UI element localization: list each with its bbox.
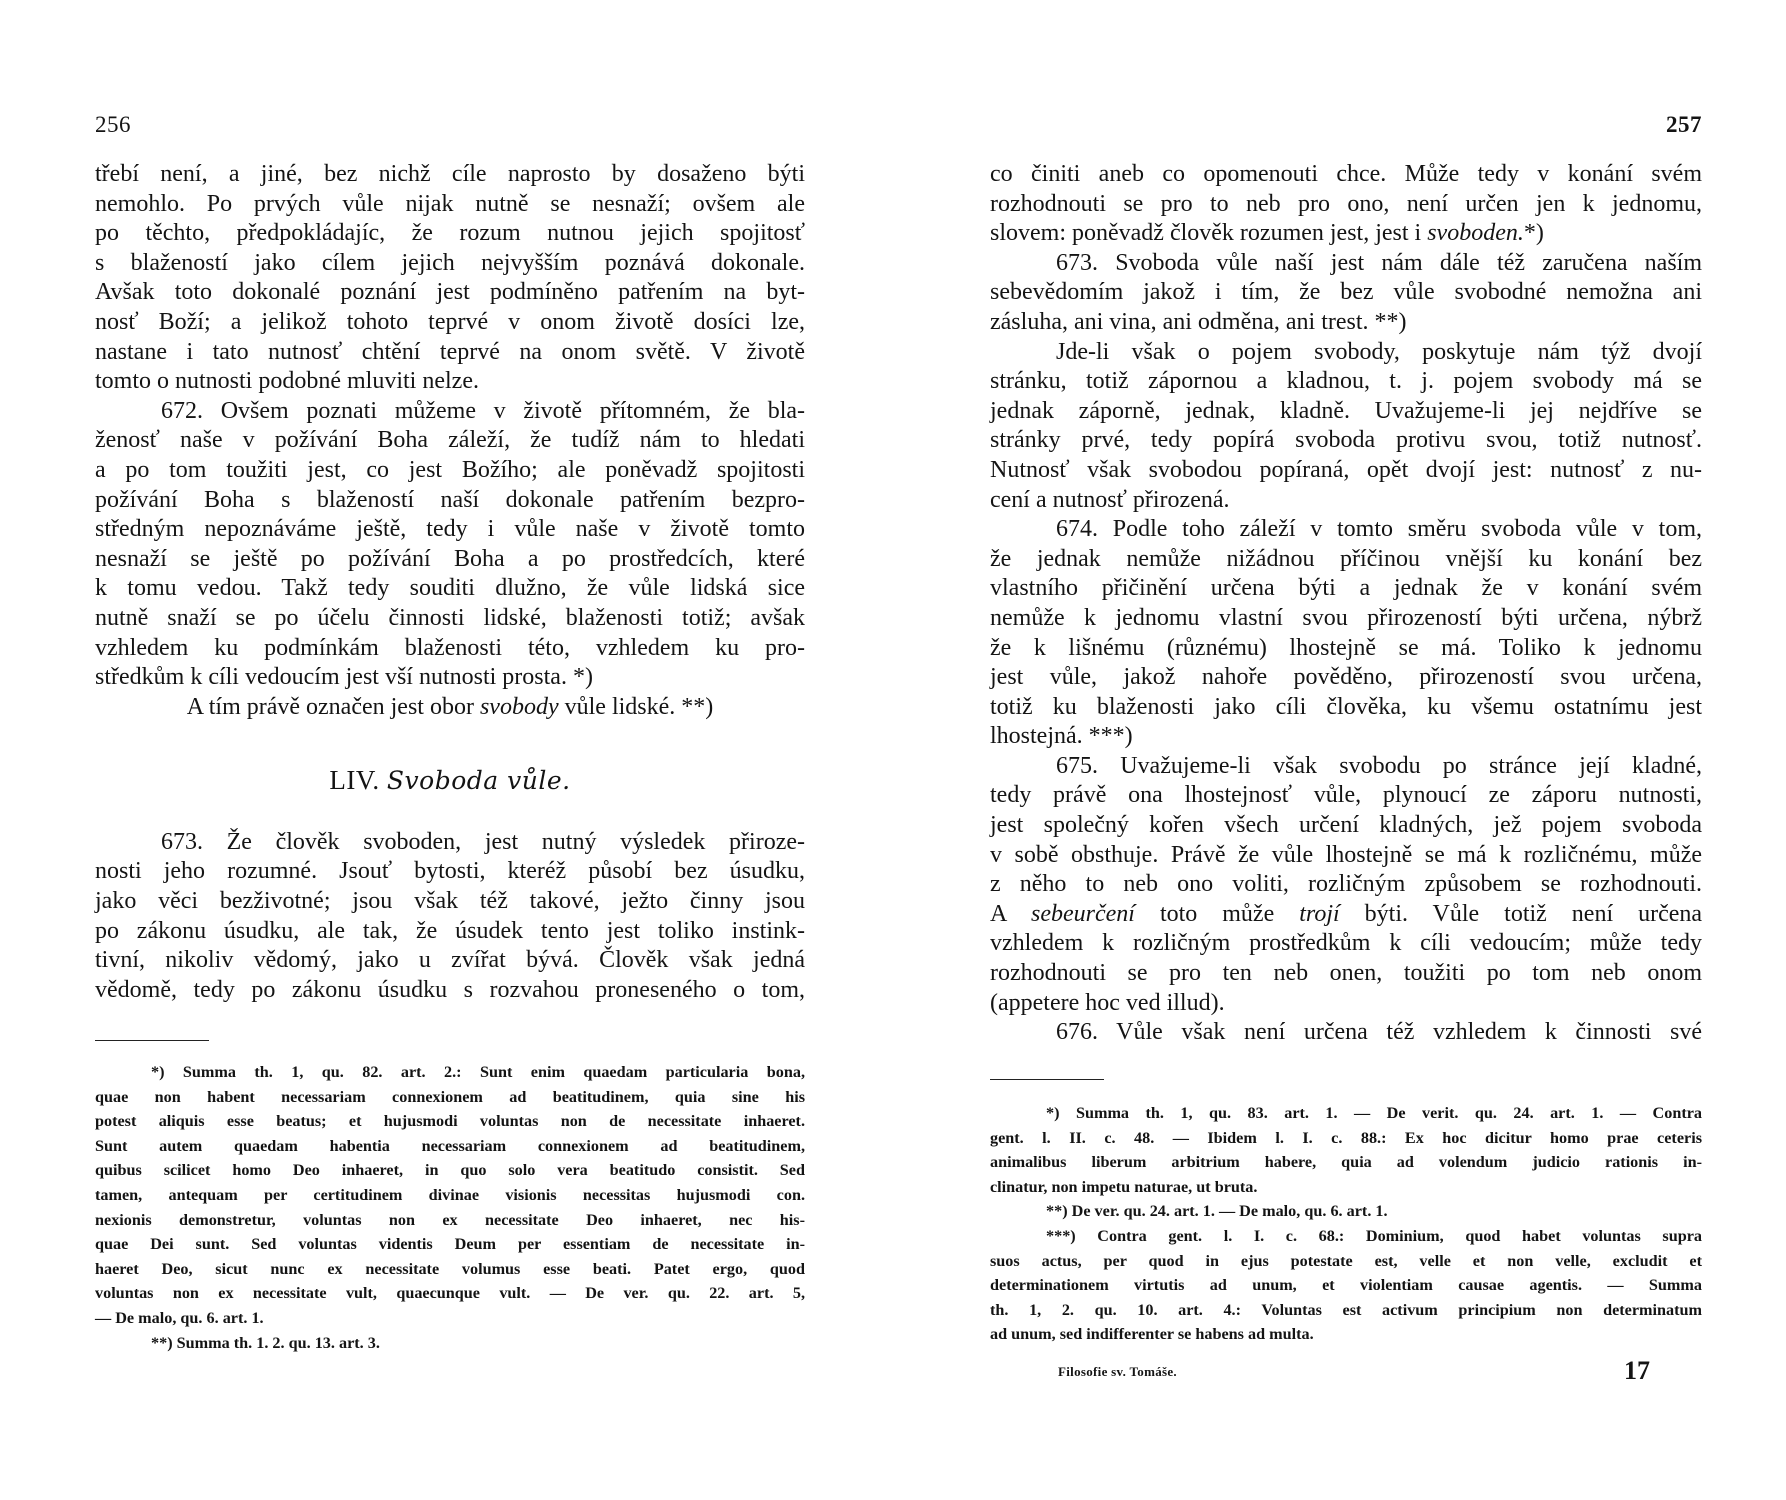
footnote-line: nexionis demonstretur, voluntas non ex necessitate Deo inhaeret, nec his-: [95, 1210, 805, 1229]
paragraph-line: nastane i tato nutnosť chtění teprvé na onom světě. V životě: [95, 338, 805, 365]
paragraph-line: jest vůle, jakož nahoře pověděno, přirozeností svou určena,: [990, 664, 1702, 691]
paragraph-line: zásluha, ani vina, ani odměna, ani trest. **): [990, 308, 1407, 335]
paragraph-line: že k lišnému (různému) lhostejně se má. Toliko k jednomu: [990, 634, 1702, 661]
paragraph-line: 672. Ovšem poznati můžeme v životě přítomném, že bla-: [161, 397, 805, 424]
paragraph-line: v sobě obsthuje. Právě že vůle lhostejně se má k rozličnému, může: [990, 841, 1702, 868]
paragraph-line: Avšak toto dokonalé poznání jest podmíněno patřením na byt-: [95, 279, 805, 306]
footnote-line: quibus scilicet homo Deo inhaeret, in quo solo vera beatitudo consistit. Sed: [95, 1161, 805, 1180]
paragraph-line: 676. Vůle však není určena též vzhledem k činnosti své: [1056, 1019, 1702, 1046]
paragraph-line: vzhledem ku podmínkám blaženosti této, vzhledem ku pro-: [95, 634, 805, 661]
paragraph-line: vlastního přičinění určena býti a jednak že v konání svém: [990, 575, 1702, 602]
footnote-line: Sunt autem quaedam habentia necessariam connexionem ad beatitudinem,: [95, 1136, 805, 1155]
footnote-line: haeret Deo, sicut nunc ex necessitate volumus esse beati. Patet ergo, quod: [95, 1259, 805, 1278]
paragraph-line: a po tom toužiti jest, co jest Božího; ale poněvadž spojitosti: [95, 456, 805, 483]
paragraph-line: k tomu vedou. Takž tedy souditi dlužno, že vůle lidská sice: [95, 575, 805, 602]
paragraph-line: vědomě, tedy po zákonu úsudku s rozvahou proneseného o tom,: [95, 976, 805, 1003]
paragraph-line: totiž ku blaženosti jako cíli člověka, ku všemu ostatnímu jest: [990, 693, 1702, 720]
chapter-number: LIV.: [329, 765, 380, 796]
paragraph-line: po zákonu úsudku, ale tak, že úsudek tento jest toliko instink-: [95, 917, 805, 944]
paragraph-line: nutně snaží se po účelu činnosti lidské, blaženosti totiž; avšak: [95, 604, 805, 631]
paragraph-line: nemohlo. Po prvých vůle nijak nutně se nesnaží; ovšem ale: [95, 190, 805, 217]
footnote-line: ad unum, sed indifferenter se habens ad multa.: [990, 1325, 1314, 1344]
paragraph-line: (appetere hoc ved illud).: [990, 989, 1225, 1016]
footnote-line: tamen, antequam per certitudinem divinae visionis necessitas hujusmodi con.: [95, 1185, 805, 1204]
paragraph-line: 673. Že člověk svoboden, jest nutný výsledek přiroze-: [161, 828, 805, 855]
footnote-line: suos actus, per quod in ejus potestate est, velle et non velle, excludit et: [990, 1251, 1702, 1270]
footnote-divider: [95, 1040, 209, 1041]
paragraph-line: rozhodnouti se pro ten neb onen, toužiti po tom neb onom: [990, 960, 1702, 987]
paragraph-line: nesnaží se ještě po požívání Boha a po prostředcích, které: [95, 545, 805, 572]
page-number-right: 257: [1666, 112, 1702, 137]
paragraph-line: jako věci bezživotné; jsou však též takové, ježto činny jsou: [95, 888, 805, 915]
footnote-line: **) De ver. qu. 24. art. 1. — De malo, qu. 6. art. 1.: [1046, 1202, 1388, 1221]
footnote-line: th. 1, 2. qu. 10. art. 4.: Voluntas est activum principium non determinatum: [990, 1300, 1702, 1319]
paragraph-line: nemůže k jednomu vlastní svou přirozeností býti určena, nýbrž: [990, 604, 1702, 631]
footnote-line: ***) Contra gent. l. I. c. 68.: Dominium, quod habet voluntas supra: [1046, 1226, 1702, 1245]
signature-number: 17: [1624, 1356, 1650, 1385]
footnote-divider: [990, 1079, 1104, 1080]
left-footnotes: [95, 1060, 805, 1355]
paragraph-line: rozhodnouti se pro to neb pro ono, není určen jen k jednomu,: [990, 190, 1702, 217]
paragraph-line: A sebeurčení toto může trojí býti. Vůle totiž není určena: [990, 900, 1703, 927]
paragraph-line: tedy právě ona lhostejnosť vůle, plynoucí ze záporu nutnosti,: [990, 782, 1702, 809]
paragraph-line: sebevědomím jakož i tím, že bez vůle svobodné nemožna ani: [990, 279, 1702, 306]
paragraph-line: vzhledem k rozličným prostředkům k cíli vedoucím; může tedy: [990, 930, 1702, 957]
chapter-heading: [95, 766, 805, 796]
paragraph-line: lhostejná. ***): [990, 723, 1133, 750]
paragraph-line: ženosť naše v požívání Boha záleží, že tudíž nám to hledati: [95, 427, 805, 454]
printer-signature: Filosofie sv. Tomáše.: [1058, 1364, 1177, 1379]
paragraph-line: po těchto, předpokládajíc, že rozum nutnou jejich spojitosť: [95, 220, 805, 247]
paragraph-line: Jde-li však o pojem svobody, poskytuje nám týž dvojí: [1056, 338, 1702, 365]
paragraph-line: tomto o nutnosti podobné mluviti nelze.: [95, 368, 479, 395]
paragraph-line: nosti jeho rozumné. Jsouť bytosti, kteréž působí bez úsudku,: [95, 858, 805, 885]
paragraph-line: nosť Boží; a jelikož tohoto teprvé v onom životě dosíci lze,: [95, 308, 805, 335]
footnote-line: clinatur, non impetu naturae, ut bruta.: [990, 1177, 1258, 1196]
chapter-title: Svoboda vůle.: [386, 766, 571, 796]
paragraph-line: požívání Boha s blažeností naší dokonale patřením bezpro-: [95, 486, 805, 513]
right-page: [990, 0, 1702, 1500]
right-body-text: [990, 160, 1702, 1048]
paragraph-line: jest společný kořen všech určení kladných, jež pojem svoboda: [990, 812, 1702, 839]
paragraph-line: stránku, totiž zápornou a kladnou, t. j. pojem svobody má se: [990, 368, 1702, 395]
paragraph-line: 674. Podle toho záleží v tomto směru svoboda vůle v tom,: [1056, 516, 1702, 543]
paragraph-line: s blažeností jako cílem jejich nejvyšším poznává dokonale.: [95, 249, 805, 276]
footnote-line: voluntas non ex necessitate vult, quaecunque vult. — De ver. qu. 22. art. 5,: [95, 1284, 805, 1303]
paragraph-line: tivní, nikoliv vědomý, jako u zvířat bývá. Člověk však jedná: [95, 947, 805, 974]
footnote-line: — De malo, qu. 6. art. 1.: [95, 1308, 264, 1327]
left-page: [95, 0, 805, 1500]
right-footnotes: [990, 1101, 1702, 1347]
paragraph-line: z něho to neb ono voliti, rozličným způsobem se rozhodnouti.: [990, 871, 1702, 898]
paragraph-line: cení a nutnosť přirozená.: [990, 486, 1230, 513]
paragraph-line: 673. Svoboda vůle naší jest nám dále též zaručena naším: [1056, 249, 1702, 276]
footnote-line: **) Summa th. 1. 2. qu. 13. art. 3.: [151, 1333, 380, 1352]
paragraph-line: že jednak nemůže nižádnou příčinou vnější ku konání bez: [990, 545, 1702, 572]
paragraph-line: třebí není, a jiné, bez nichž cíle naprosto by dosaženo býti: [95, 161, 805, 187]
footnote-line: quae non habent necessariam connexionem ad beatitudinem, quia sine his: [95, 1087, 805, 1106]
paragraph-line: Nutnosť však svobodou popíraná, opět dvojí jest: nutnosť z nu-: [990, 456, 1702, 483]
footnote-line: potest aliquis esse beatus; et hujusmodi voluntas non de necessitate inhaeret.: [95, 1112, 805, 1131]
paragraph-line: co činiti aneb co opomenouti chce. Může tedy v konání svém: [990, 161, 1702, 187]
paragraph-line: jednak záporně, jednak, kladně. Uvažujeme-li jej nejdříve se: [990, 397, 1702, 424]
paragraph-line: slovem: poněvadž člověk rozumen jest, jest i svoboden.*): [990, 220, 1544, 247]
footnote-line: *) Summa th. 1, qu. 83. art. 1. — De verit. qu. 24. art. 1. — Contra: [1046, 1104, 1702, 1122]
footnote-line: animalibus liberum arbitrium habere, quia ad volendum judicio rationis in-: [990, 1153, 1702, 1172]
paragraph-freedom-scope: A tím právě označen jest obor svobody vůle lidské. **): [186, 693, 714, 720]
page-number-left: 256: [95, 112, 131, 137]
footnote-line: gent. l. II. c. 48. — Ibidem l. I. c. 88.: Ex hoc dicitur homo prae ceteris: [990, 1128, 1702, 1147]
paragraph-line: středným nepoznáváme ještě, tedy i vůle naše v životě tomto: [95, 516, 805, 543]
footnote-line: determinationem virtutis ad unum, et violentiam causae agentis. — Summa: [990, 1276, 1702, 1295]
paragraph-line: stránky prvé, tedy popírá svoboda protivu svou, totiž nutnosť.: [990, 427, 1702, 454]
paragraph-line: středkům k cíli vedoucím jest vší nutnosti prosta. *): [95, 664, 593, 691]
left-body-text: [95, 160, 805, 1005]
footnote-line: *) Summa th. 1, qu. 82. art. 2.: Sunt enim quaedam particularia bona,: [151, 1063, 805, 1081]
footnote-line: quae Dei sunt. Sed voluntas videntis Deum per essentiam de necessitate in-: [95, 1235, 805, 1254]
paragraph-line: 675. Uvažujeme-li však svobodu po stránce její kladné,: [1056, 752, 1702, 779]
